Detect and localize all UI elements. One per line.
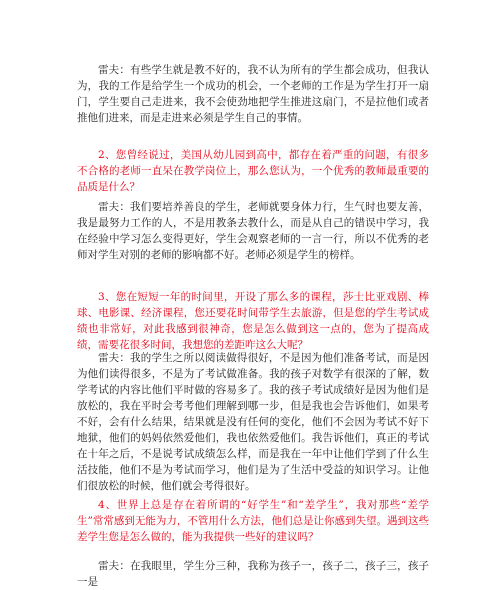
question-paragraph: 3、您在短短一年的时间里，开设了那么多的课程，莎士比亚戏剧、棒球、电影课、经济课程，您还要花时间带学生去旅游，但是您的学生考试成绩也非常好，对此我感到很神奇，您是怎么做到这一点的，您为了提高成绩，需要花很多时间，我想您的差距咋这么大呢？	[77, 291, 429, 351]
answer-paragraph: 雷夫：我们要培养善良的学生，老师就要身体力行，生气时也要友善，我是最努力工作的人，不是用教条去教什么，而是从自己的错误中学习，我在经验中学习怎么变得更好，学生会观察老师的一言一行，所以不优秀的老师对学生对别的老师的影响都不好。老师必须是学生的榜样。	[77, 201, 429, 261]
question-paragraph: 4、世界上总是存在着所谓的“好学生”和“差学生”，我对那些“差学生”常常感到无能为力，不管用什么方法，他们总是让你感到失望。遇到这些差学生您是怎么做的，能为我提供一些好的建议吗？	[77, 499, 429, 543]
answer-paragraph: 雷夫：有些学生就是教不好的，我不认为所有的学生都会成功，但我认为，我的工作是给学生一个成功的机会，一个老师的工作是为学生打开一扇门，学生要自己走进来，我不会使劲地把学生推进这扇门，不是拉他们或者推他们进来，而是走进来必须是学生自己的事情。	[77, 64, 429, 124]
answer-paragraph: 雷夫：在我眼里，学生分三种，我称为孩子一，孩子二，孩子三，孩子一是	[77, 560, 429, 588]
answer-paragraph: 雷夫：我的学生之所以阅读做得很好，不是因为他们准备考试，而是因为他们读得很多，不是为了考试做准备。我的孩子对数学有很深的了解，数学考试的内容比他们平时做的容易多了。我的孩子考试成绩好是因为他们是放松的，我在平时会考考他们理解到哪一步，但是我也会告诉他们，如果考不好，会有什么结果，结果就是没有任何的变化，他们不会因为考试不好下地狱，他们的妈妈依然爱他们，我也依然爱他们。我告诉他们，真正的考试在十年之后，不是说考试成绩怎么样，而是我在一年中让他们学到了什么生活技能，他们不是为考试而学习，他们是为了生活中受益的知识学习。让他们很放松的时候，他们就会考得很好。	[77, 352, 429, 492]
question-paragraph: 2、您曾经说过，美国从幼儿园到高中，都存在着严重的问题，有很多不合格的老师一直呆在教学岗位上，那么您认为，一个优秀的教师最重要的品质是什么？	[77, 149, 429, 193]
